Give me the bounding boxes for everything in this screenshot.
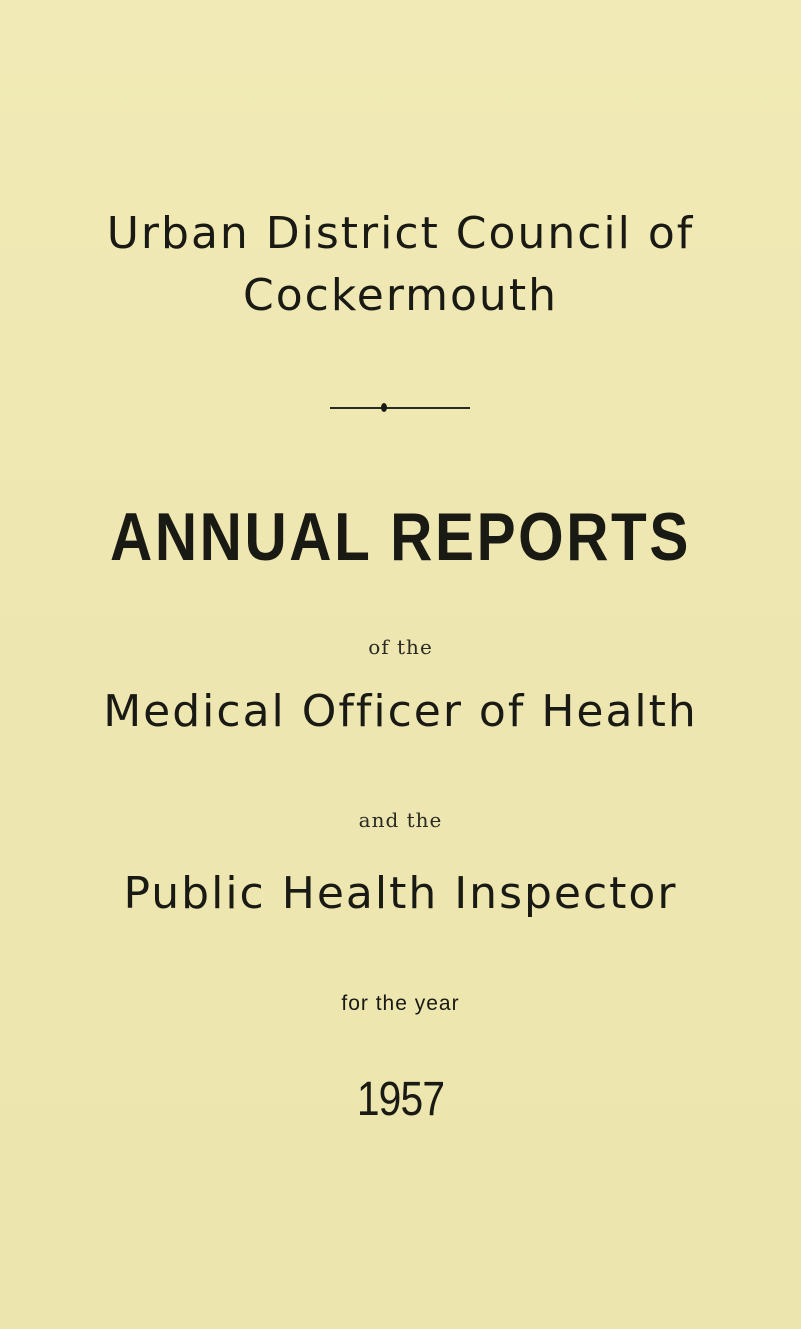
divider-dot-icon bbox=[381, 403, 387, 412]
ornamental-divider bbox=[330, 407, 470, 409]
subject-health-inspector: Public Health Inspector bbox=[123, 868, 678, 919]
period-label: for the year bbox=[341, 992, 460, 1015]
council-heading-line1: Urban District Council of bbox=[106, 208, 695, 259]
connector-and-the: and the bbox=[358, 808, 443, 832]
council-heading-line2: Cockermouth bbox=[243, 270, 558, 321]
report-title: ANNUAL REPORTS bbox=[110, 499, 691, 575]
report-year: 1957 bbox=[356, 1073, 445, 1126]
connector-of-the: of the bbox=[368, 635, 433, 659]
subject-medical-officer: Medical Officer of Health bbox=[103, 686, 698, 737]
